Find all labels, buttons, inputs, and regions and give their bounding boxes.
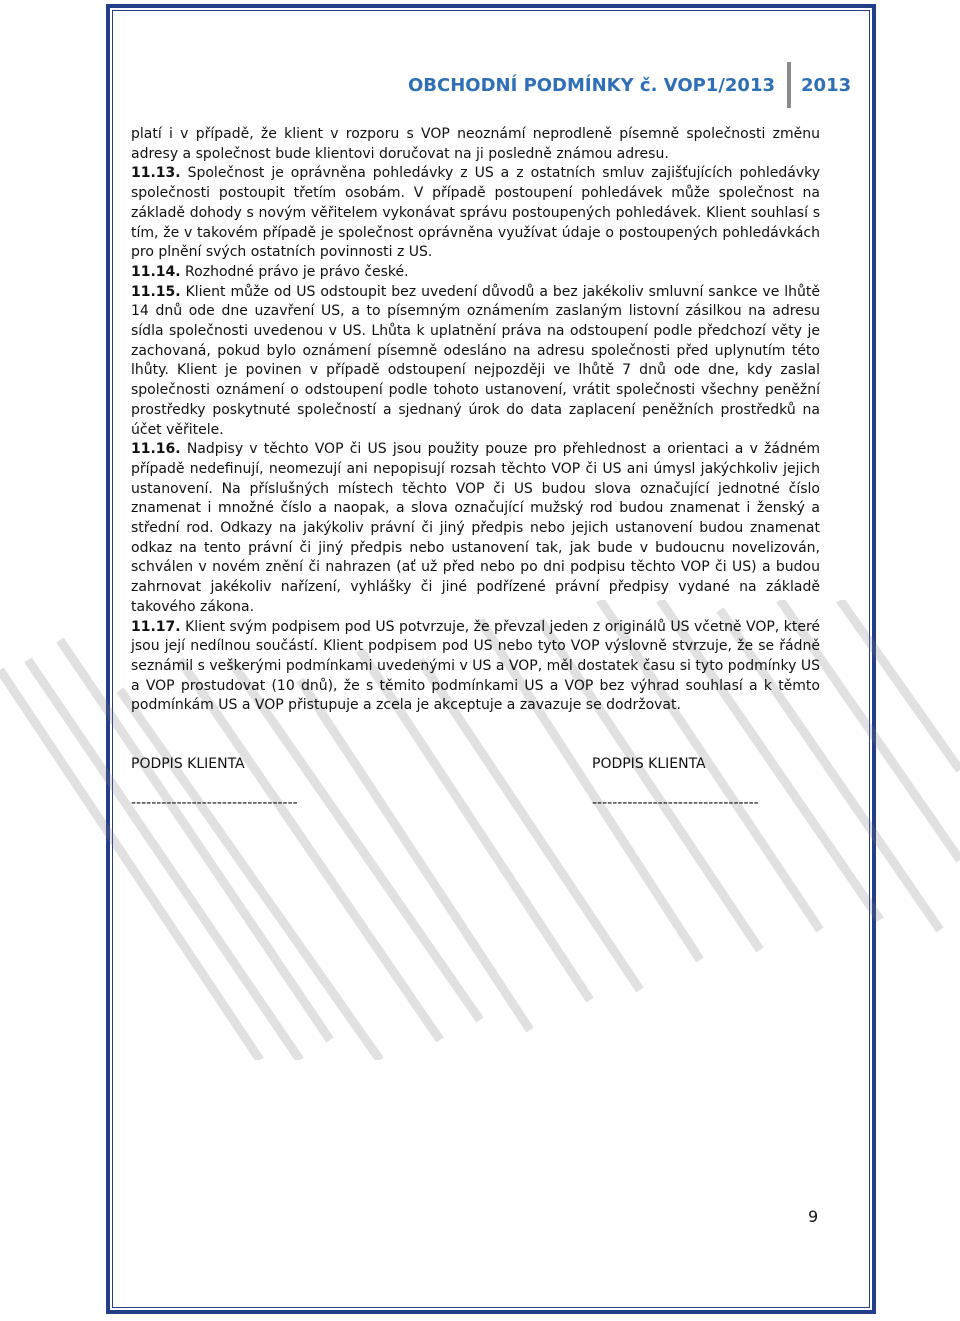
section-11-16 bbox=[131, 440, 820, 617]
section-text: Nadpisy v těchto VOP či US jsou použity pouze pro přehlednost a orientaci a v žádném případě nedefinují, neomezují ani nepopisují rozsah těchto VOP či US ani úmysl jakýchkoliv jejich ustanovení. Na příslušných místech těchto VOP či US budou slova označující jednotné číslo znamenat i množné číslo a naopak, a slova označující mužský rod budou znamenat i ženský a střední rod. Odkazy na jakýkoliv právní či jiný předpis nebo jejich ustanovení budou znamenat odkaz na tento právní či jiný předpis nebo ustanovení tak, jak bude v budoucnu novelizován, schválen v novém znění či nahrazen (ať už před nebo po dni podpisu těchto VOP či US) a budou zahrnovat jakékoliv nařízení, vyhlášky či jiné podřízené právní předpisy vydané na základě takového zákona. bbox=[131, 441, 820, 615]
section-text: Klient svým podpisem pod US potvrzuje, že převzal jeden z originálů US včetně VOP, které jsou její nedílnou součástí. Klient podpisem pod US nebo tyto VOP výslovně stvrzuje, že se řádně seznámil s veškerými podmínkami uvedenými v US a VOP, měl dostatek času si tyto podmínky US a VOP prostudovat (10 dnů), že s těmito podmínkami US a VOP bez výhrad souhlasí a k těmto podmínkám US a VOP přistupuje a zcela je akceptuje a zavazuje se dodržovat. bbox=[131, 618, 820, 714]
signature-label-right: PODPIS KLIENTA bbox=[592, 756, 706, 772]
section-11-13 bbox=[131, 164, 820, 263]
section-11-15 bbox=[131, 283, 820, 441]
section-number: 11.16. bbox=[131, 441, 181, 458]
section-number: 11.13. bbox=[131, 165, 181, 182]
section-text: Klient může od US odstoupit bez uvedení důvodů a bez jakékoliv smluvní sankce ve lhůtě 14 dnů ode dne uzavření US, a to písemným oznámením zaslaným listovní zásilkou na adresu sídla společnosti uvedenou v US. Lhůta k uplatnění práva na odstoupení podle předchozí věty je zachovaná, pokud bylo oznámení písemně odesláno na adresu společnosti před uplynutím této lhůty. Klient je povinen v případě odstoupení nejpozději ve lhůtě 7 dnů ode dne, kdy zaslal společnosti oznámení o odstoupení podle tohoto ustanovení, vrátit společnosti všechny peněžní prostředky poskytnuté společností a sjednaný úrok do data zaplacení peněžních prostředků na účet věřitele. bbox=[131, 283, 820, 438]
section-number: 11.14. bbox=[131, 263, 181, 280]
signature-line-left: --------------------------------- bbox=[131, 795, 298, 811]
section-text: Společnost je oprávněna pohledávky z US a z ostatních smluv zajišťujících pohledávky společnosti postoupit třetím osobám. V případě postoupení pohledávek může společnost na základě dohody s novým věřitelem vykonávat správu postoupených pohledávek. Klient souhlasí s tím, že v takovém případě je společnost oprávněna využívat údaje o postoupených pohledávkách pro plnění svých ostatních povinnosti z US. bbox=[131, 165, 820, 261]
document-title: OBCHODNÍ PODMÍNKY č. VOP1/2013 bbox=[408, 74, 776, 96]
header-divider bbox=[787, 62, 791, 108]
document-body bbox=[131, 125, 820, 716]
page-number: 9 bbox=[808, 1207, 819, 1226]
section-11-17 bbox=[131, 618, 820, 717]
section-number: 11.17. bbox=[131, 618, 181, 635]
section-11-14 bbox=[131, 263, 820, 283]
section-number: 11.15. bbox=[131, 283, 181, 300]
signature-line-right: --------------------------------- bbox=[592, 795, 759, 811]
signature-label-left: PODPIS KLIENTA bbox=[131, 756, 245, 772]
section-text: Rozhodné právo je právo české. bbox=[180, 263, 409, 280]
document-year: 2013 bbox=[801, 74, 852, 96]
document-header bbox=[408, 60, 851, 110]
intro-text: platí i v případě, že klient v rozporu s VOP neoznámí neprodleně písemně společnosti změnu adresy a společnost bude klientovi doručovat na ji posledně známou adresu. bbox=[131, 126, 820, 162]
paragraph-intro bbox=[131, 125, 820, 164]
